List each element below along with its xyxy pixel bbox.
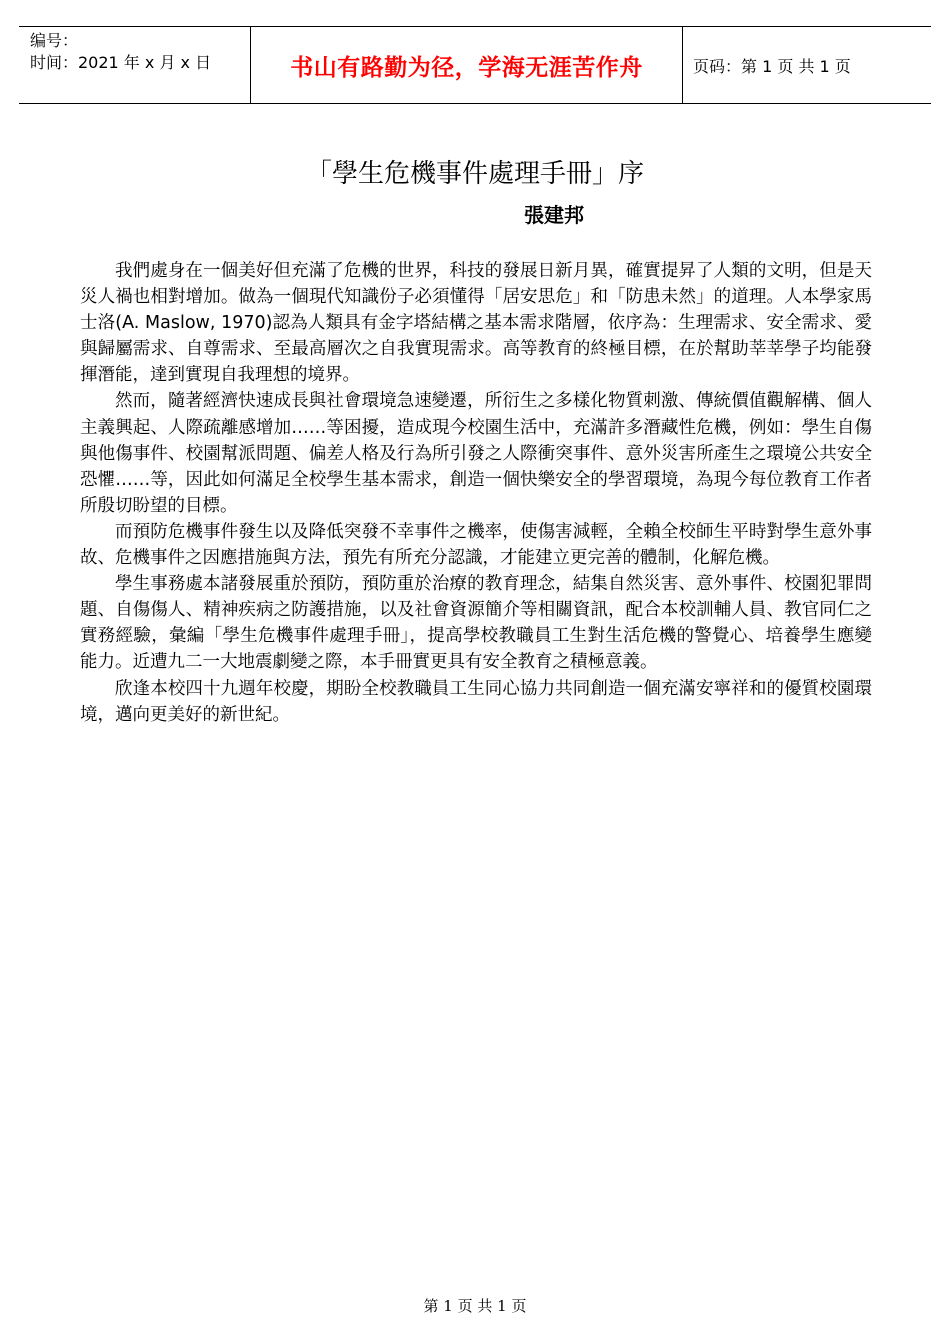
paragraph-5: 欣逢本校四十九週年校慶，期盼全校教職員工生同心協力共同創造一個充滿安寧祥和的優質校園環境，邁向更美好的新世紀。: [80, 678, 872, 725]
paragraph-1: 我們處身在一個美好但充滿了危機的世界，科技的發展日新月異，確實提昇了人類的文明，但是天災人禍也相對增加。做為一個現代知識份子必須懂得「居安思危」和「防患未然」的道理。人本學家馬士洛(A. Maslow, 1970)認為人類具有金字塔結構之基本需求階層，依序為：生理需求、安全需求、愛與歸屬需求、自尊需求、至最高層次之自我實現需求。高等教育的終極目標，在於幫助莘莘學子均能發揮潛能，達到實現自我理想的境界。: [80, 261, 872, 386]
header-page-cell: [683, 27, 931, 103]
paragraph-2: 然而，隨著經濟快速成長與社會環境急速變遷，所衍生之多樣化物質刺激、傳統價值觀解構、個人主義興起、人際疏離感增加……等困擾，造成現今校園生活中，充滿許多潛藏性危機，例如：學生自傷與他傷事件、校園幫派問題、偏差人格及行為所引發之人際衝突事件、意外災害所產生之環境公共安全恐懼……等，因此如何滿足全校學生基本需求，創造一個快樂安全的學習環境，為現今每位教育工作者所殷切盼望的目標。: [80, 391, 872, 516]
page-footer: 第 1 页 共 1 页: [423, 1297, 527, 1315]
header-table: [19, 26, 931, 104]
time-label: 时间：2021 年 x 月 x 日: [30, 53, 212, 72]
document-body: [80, 258, 872, 728]
motto-text: 书山有路勤为径，学海无涯苦作舟: [290, 53, 643, 81]
document-title: 「學生危機事件處理手冊」序: [305, 159, 644, 189]
header-meta-cell: [19, 27, 251, 103]
paragraph-3: 而預防危機事件發生以及降低突發不幸事件之機率，使傷害減輕，全賴全校師生平時對學生意外事故、危機事件之因應措施與方法，預先有所充分認識，才能建立更完善的體制，化解危機。: [80, 521, 872, 569]
paragraph-4: 學生事務處本諸發展重於預防，預防重於治療的教育理念，結集自然災害、意外事件、校園犯罪問題、自傷傷人、精神疾病之防護措施，以及社會資源簡介等相關資訊，配合本校訓輔人員、教官同仁之實務經驗，彙編「學生危機事件處理手冊」，提高學校教職員工生對生活危機的警覺心、培養學生應變能力。近遭九二一大地震劇變之際，本手冊實更具有安全教育之積極意義。: [80, 574, 872, 673]
document-author: 張建邦: [524, 203, 584, 227]
number-label: 编号：: [30, 31, 79, 50]
header-motto-cell: [251, 27, 683, 103]
page-info: 页码：第 1 页 共 1 页: [693, 56, 851, 76]
